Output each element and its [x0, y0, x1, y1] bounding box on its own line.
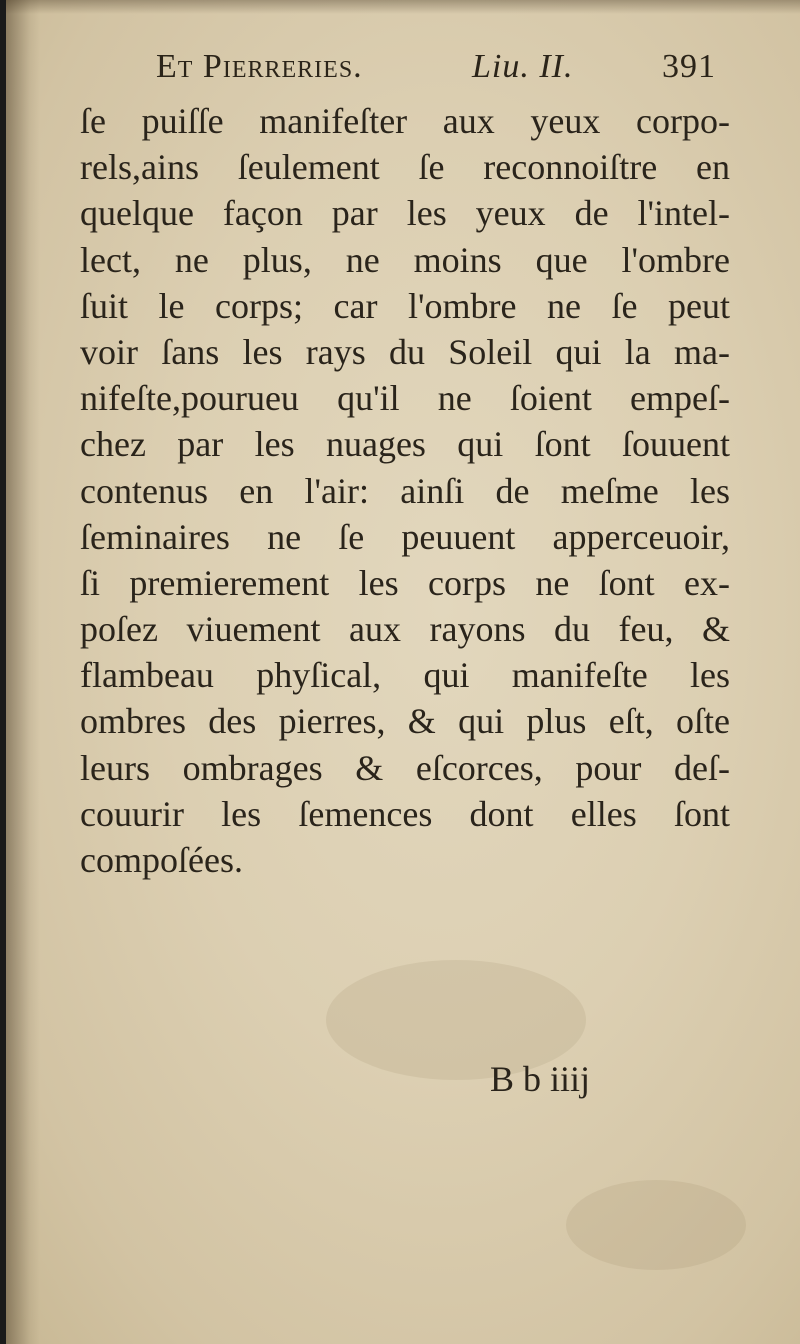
text-line: nifeſte,pourueu qu'il ne ſoient empeſ-: [80, 378, 730, 419]
paper-stain: [566, 1180, 746, 1270]
running-head-book: Liu. II.: [472, 48, 574, 85]
text-line: ombres des pierres, & qui plus eſt, oſte: [80, 701, 730, 742]
page-number: 391: [662, 48, 716, 85]
text-line: voir ſans les rays du Soleil qui la ma-: [80, 331, 730, 372]
running-head-title: Et Pierreries.: [156, 48, 363, 85]
text-line: leurs ombrages & eſcorces, pour deſ-: [80, 747, 730, 788]
text-line: poſez viuement aux rayons du feu, &: [80, 609, 730, 650]
text-line: quelque façon par les yeux de l'intel-: [80, 193, 730, 234]
text-line: flambeau phyſical, qui manifeſte les: [80, 655, 730, 696]
text-line: couurir les ſemences dont elles ſont: [80, 793, 730, 834]
running-head: [156, 48, 716, 94]
signature-mark: B b iiij: [490, 1059, 591, 1099]
text-line: ſuit le corps; car l'ombre ne ſe peut: [80, 285, 730, 326]
book-page: [6, 0, 800, 1344]
text-line: lect, ne plus, ne moins que l'ombre: [80, 239, 730, 280]
text-line: ſe puiſſe manifeſter aux yeux corpo-: [80, 101, 730, 141]
text-line: chez par les nuages qui ſont ſouuent: [80, 424, 730, 465]
body-text: [80, 98, 730, 883]
text-line: rels,ains ſeulement ſe reconnoiſtre en: [80, 147, 730, 188]
text-line: ſi premierement les corps ne ſont ex-: [80, 562, 730, 603]
text-line: contenus en l'air: ainſi de meſme les: [80, 470, 730, 511]
text-line: compoſées.: [80, 840, 243, 880]
text-line: ſeminaires ne ſe peuuent apperceuoir,: [80, 516, 730, 557]
